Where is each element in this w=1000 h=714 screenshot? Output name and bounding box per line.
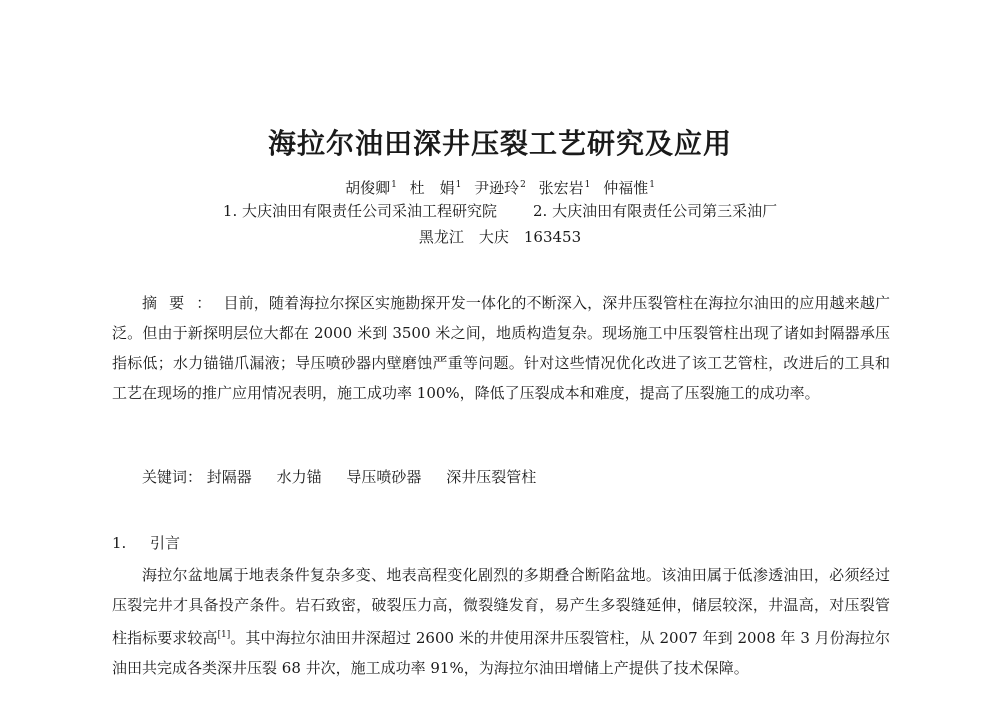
paper-title: 海拉尔油田深井压裂工艺研究及应用 (267, 127, 732, 160)
keyword: 封隔器 (206, 468, 252, 486)
section-title: 引言 (150, 534, 181, 552)
paragraph-text: 。其中海拉尔油田井深超过 2600 米的井使用深井压裂管柱，从 2007 年到 2008 年 3 月份海拉尔油田共完成各类深井压裂 68 井次，施工成功率 91%，为海拉尔油田增储上产提供了技术保障。 (112, 629, 890, 677)
section-paragraph (112, 560, 890, 683)
keyword: 深井压裂管柱 (446, 468, 537, 486)
author-name: 仲福惟 (603, 179, 649, 197)
paragraph-text: 海拉尔盆地属于地表条件复杂多变、地表高程变化剧烈的多期叠合断陷盆地。该油田属于低渗透油田，必须经过压裂完井才具备投产条件。岩石致密，破裂压力高，微裂缝发育，易产生多裂缝延伸，储层较深，井温高，对压裂管柱指标要求较高 (112, 566, 890, 647)
keyword: 导压喷砂器 (346, 468, 422, 486)
author-affiliation-mark: 2 (520, 180, 526, 190)
affiliation-2: 2. 大庆油田有限责任公司第三采油厂 (533, 202, 778, 220)
author (345, 174, 397, 199)
author (539, 174, 591, 199)
affiliation-location: 黑龙江 大庆 163453 (418, 228, 582, 246)
author-affiliation-mark: 1 (649, 180, 655, 190)
author-name: 张宏岩 (538, 179, 584, 197)
citation-link[interactable]: [1] (217, 630, 231, 640)
keyword: 水力锚 (276, 468, 322, 486)
abstract-label: 摘要： (142, 294, 224, 312)
section-heading (112, 528, 890, 558)
author-name: 胡俊卿 (345, 179, 391, 197)
author (603, 174, 655, 199)
author (410, 174, 462, 199)
author-name: 杜 娟 (409, 179, 455, 197)
author-affiliation-mark: 1 (584, 180, 591, 190)
author-name: 尹逊玲 (474, 179, 520, 197)
affiliation-line (0, 200, 1000, 222)
abstract (112, 288, 890, 408)
abstract-text: 目前，随着海拉尔探区实施勘探开发一体化的不断深入，深井压裂管柱在海拉尔油田的应用越来越广泛。但由于新探明层位大都在 2000 米到 3500 米之间，地质构造复杂。现场施工中压裂管柱出现了诸如封隔器承压指标低；水力锚锚爪漏液；导压喷砂器内壁磨蚀严重等问题。针对这些情况优化改进了该工艺管柱，改进后的工具和工艺在现场的推广应用情况表明，施工成功率 100%，降低了压裂成本和难度，提高了压裂施工的成功率。 (112, 294, 890, 402)
author-list (0, 174, 1000, 199)
author-affiliation-mark: 1 (455, 180, 462, 190)
section-number: 1. (112, 534, 127, 552)
author-affiliation-mark: 1 (391, 180, 397, 190)
author (474, 174, 526, 199)
keywords (142, 462, 882, 492)
affiliation-1: 1. 大庆油田有限责任公司采油工程研究院 (222, 202, 497, 220)
keywords-label: 关键词： (142, 468, 203, 486)
